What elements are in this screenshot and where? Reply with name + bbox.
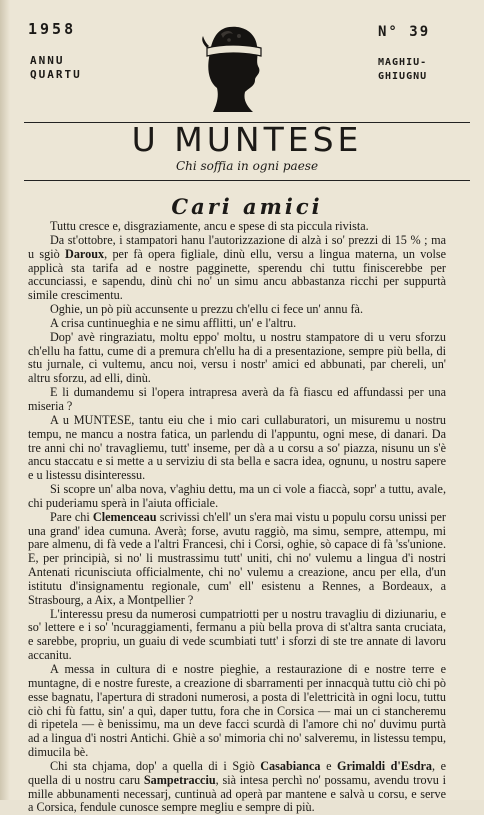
bottom-rule (24, 180, 470, 181)
article-body (28, 220, 446, 815)
issue-year-ordinal (30, 54, 82, 82)
paragraph-1: Tuttu cresce e, disgraziamente, ancu e spese di sta piccula rivista. (50, 219, 369, 233)
masthead-header (0, 0, 484, 122)
paragraph-10: L'interessu presu da numerosi cumpatriotti per u nostru travagliu di diziunariu, e so' lettere e i so' 'ncuraggiamenti, fermanu a più bella prova di st'altra santa cruciata, e sarebbe, propriu, un guaiu di vede scumbiati tutt' i sforzi di ste tre annate di lavoru accanitu. (28, 606, 446, 663)
annu-label: ANNU (30, 54, 65, 67)
paragraph-3: Oghie, un pò più accunsente u prezzu ch'ellu ci fece un' annu fà. (50, 302, 364, 317)
paragraph-9: Pare chi Clemenceau scrivissi ch'ell' un s'era mai vistu u populu corsu unissi per una grand' idea cumuna. Averà; forse, avutu raggiò, ma simu, sempre, attempu, mi pare almenu, di fà vede a l'altri Francesi, chi i Corsi, oghie, sò capace di fà 'ss'unione. E, per principià, si no' li mustrassimu tutt' uniti, chi no' vulemu a lingua d'i nostri Antenati ricunisciuta officialmente, chi no' vulemu a creazione, ancu per ella, d'un istitutu d'insignamentu regionale, cum' ell' esistenu a Rennes, a Bordeaux, a Strasbourg, a Aix, a Montpellier ? (28, 509, 446, 607)
name-clemenceau: Clemenceau (92, 509, 157, 524)
issue-number: N° 39 (378, 24, 431, 40)
paragraph-8: Si scopre un' alba nova, v'aghiu dettu, ma un ci vole a fiaccà, sopr' a tuttu, avale, chi puderiamu sperà in l'aiuta officiale. (28, 482, 446, 510)
name-daroux: Daroux (65, 246, 105, 261)
magazine-subtitle: Chi soffia in ogni paese (175, 159, 319, 173)
issue-months (378, 56, 427, 84)
paragraph-2: Da st'ottobre, i stampatori hanu l'autorizzazione di alzà i so' prezzi di 15 % ; ma u sgiò Daroux, per fà opera figliale, dinù ellu, versu a lingua materna, un volse applicà sta tarifa ad e nostre pagginette, sperendu chi tuttu finiscerebbe per accunciassi, e sapendu, dinù chi no' un simu ancu abbastanza ricchi per suppurtà simile crescimentu. (28, 232, 446, 303)
month-line-2: GHIUGNU (378, 71, 428, 82)
issue-year: 1958 (28, 20, 77, 38)
paragraph-11: A messa in cultura di e nostre pieghie, a restaurazione di e nostre terre e muntagne, di e nostre fureste, a creazione di sbarramenti per innacquà tuttu ciò chi pò esse bagnatu, l'apertura di stradoni numerosi, a posta di l'elettricità in ogni locu, tuttu ciò chi fù fattu, sin' a quì, daper tuttu, fora che in Corsica — mai un ci stancheremu di ripetela — è benissimu, ma un deve facci scurdà di l'amore chi no' duvimu purtà ad a lingua d'i nostri Antichi. Ghiè a so' mimoria chi no' salveremu, in listessu tempu, dimucila bè. (28, 662, 446, 760)
magazine-title: U MUNTESE (131, 120, 363, 159)
paragraph-12: Chi sta chjama, dop' a quella di i Sgiò Casabianca e Grimaldi d'Esdra, e quella di u nostru caru Sampetracciu, sià intesa perchì no' possamu, avendu trovu i mille abbunamenti necessarj, cuntinuà ad operà par mantene e salvà u corsu, e serve a Corsica, fendule cunosce sempre megliu e sempre di più. (28, 758, 447, 815)
moor-head-emblem-icon (199, 22, 271, 114)
month-line-1: MAGHIU- (378, 57, 428, 68)
quartu-label: QUARTU (30, 68, 82, 81)
paragraph-5: Dop' avè ringraziatu, moltu eppo' moltu, u nostru stampatore di u veru sforzu ch'ellu ha fattu, cume di a premura ch'ellu ha di a presentazione, sempre più bella, di stu jurnale, ci vultemu, ancu noi, versu i nostr' amici ed abbunati, par chereli, un' altru sforzu, ad elli, dinù. (28, 329, 446, 386)
article-heading: Cari amici (171, 194, 323, 219)
paragraph-7: A u MUNTESE, tantu eiu che i mio cari cullaburatori, un misuremu u nostru tempu, ne mancu a nostra fatica, un parlendu di l'appuntu, ogni mese, di danari. Da tre anni chi no' travagliemu, tutt' inseme, per dà a u corsu a so' piazza, nisunu un s'è ancu staccatu e si mette a u serviziu di sta bella e sacra idea, ognunu, u nostru sapere e u listessu disinteressu. (28, 412, 446, 483)
paragraph-6: E li dumandemu si l'opera intrapresa averà da fà fiascu ed affundassi per una miseria ? (28, 385, 446, 413)
paragraph-4: A crisa cuntinueghia e ne simu afflitti, un' e l'altru. (50, 315, 297, 330)
name-sampetracciu: Sampetracciu (143, 772, 216, 787)
name-casabianca: Casabianca (260, 758, 321, 773)
name-grimaldi: Grimaldi d'Esdra (337, 758, 432, 773)
